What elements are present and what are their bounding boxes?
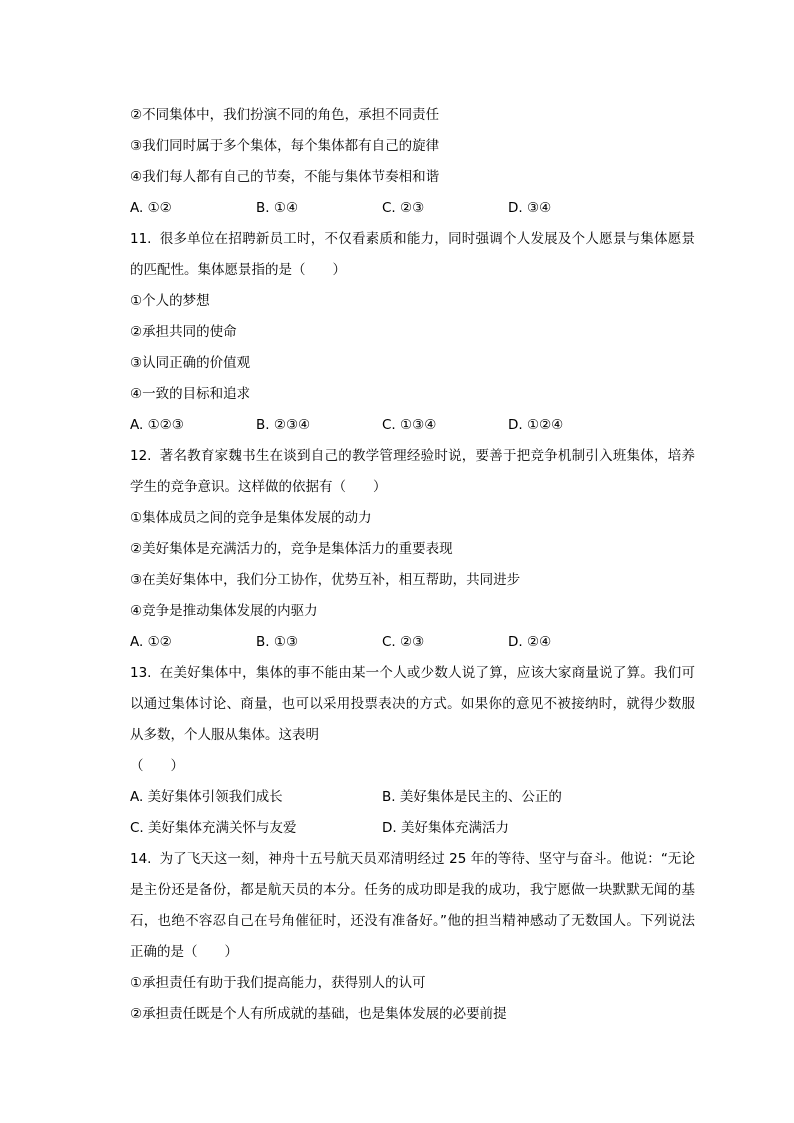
q13-option-b: B. 美好集体是民主的、公正的 xyxy=(382,789,562,805)
q10-item-4: ④我们每人都有自己的节奏，不能与集体节奏相和谐 xyxy=(130,169,440,185)
q11-option-d: D. ①②④ xyxy=(508,417,564,433)
q12-item-3: ③在美好集体中，我们分工协作，优势互补，相互帮助，共同进步 xyxy=(130,572,521,588)
q11-option-a: A. ①②③ xyxy=(130,417,184,433)
q12-item-1: ①集体成员之间的竞争是集体发展的动力 xyxy=(130,510,372,526)
q13-options-row-1 xyxy=(130,782,695,813)
q13-blank: （ ） xyxy=(130,758,184,774)
q11-stem xyxy=(130,224,695,286)
q10-option-d: D. ③④ xyxy=(508,200,552,216)
q10-option-a: A. ①② xyxy=(130,200,172,216)
q11-option-b: B. ②③④ xyxy=(256,417,311,433)
q14-stem-text: 为了飞天这一刻，神舟十五号航天员邓清明经过 25 年的等待、坚守与奋斗。他说：“无论是主份还是备份，都是航天员的本分。任务的成功即是我的成功，我宁愿做一块默默无闻的基石，也绝不容忍自己在号角催征时，还没有准备好。”他的担当精神感动了无数国人。下列说法正确的是（ ） xyxy=(130,851,695,960)
q13-option-c: C. 美好集体充满关怀与友爱 xyxy=(130,820,297,836)
q13-stem-text: 在美好集体中，集体的事不能由某一个人或少数人说了算，应该大家商量说了算。我们可以通过集体讨论、商量，也可以采用投票表决的方式。如果你的意见不被接纳时，就得少数服从多数，个人服从集体。这表明 xyxy=(130,665,695,743)
q12-number: 12. xyxy=(130,448,152,464)
q12-option-c: C. ②③ xyxy=(382,634,425,650)
q11-item-3: ③认同正确的价值观 xyxy=(130,355,251,371)
q12-options xyxy=(130,627,695,658)
q12-stem-text: 著名教育家魏书生在谈到自己的教学管理经验时说，要善于把竞争机制引入班集体，培养学生的竞争意识。这样做的依据有（ ） xyxy=(130,448,695,495)
q13-option-d: D. 美好集体充满活力 xyxy=(382,820,509,836)
q12-option-d: D. ②④ xyxy=(508,634,552,650)
q14-item-1: ①承担责任有助于我们提高能力，获得别人的认可 xyxy=(130,975,426,991)
q11-option-c: C. ①③④ xyxy=(382,417,437,433)
q10-item-3: ③我们同时属于多个集体，每个集体都有自己的旋律 xyxy=(130,138,440,154)
q12-stem xyxy=(130,441,695,503)
q10-option-c: C. ②③ xyxy=(382,200,425,216)
q11-item-4: ④一致的目标和追求 xyxy=(130,386,251,402)
q12-option-a: A. ①② xyxy=(130,634,172,650)
q13-option-a: A. 美好集体引领我们成长 xyxy=(130,789,283,805)
q11-number: 11. xyxy=(130,231,152,247)
q14-stem xyxy=(130,844,695,968)
q13-number: 13. xyxy=(130,665,152,681)
q11-stem-text: 很多单位在招聘新员工时，不仅看素质和能力，同时强调个人发展及个人愿景与集体愿景的匹配性。集体愿景指的是（ ） xyxy=(130,231,695,278)
q11-item-1: ①个人的梦想 xyxy=(130,293,210,309)
page-content xyxy=(130,100,695,1030)
q13-stem xyxy=(130,658,695,751)
q13-options-row-2 xyxy=(130,813,695,844)
q12-option-b: B. ①③ xyxy=(256,634,299,650)
q11-options xyxy=(130,410,695,441)
q10-item-2: ②不同集体中，我们扮演不同的角色，承担不同责任 xyxy=(130,107,440,123)
q14-item-2: ②承担责任既是个人有所成就的基础，也是集体发展的必要前提 xyxy=(130,1006,507,1022)
q12-item-4: ④竞争是推动集体发展的内驱力 xyxy=(130,603,318,619)
q14-number: 14. xyxy=(130,851,152,867)
q12-item-2: ②美好集体是充满活力的，竞争是集体活力的重要表现 xyxy=(130,541,453,557)
q10-options xyxy=(130,193,695,224)
q11-item-2: ②承担共同的使命 xyxy=(130,324,237,340)
q10-option-b: B. ①④ xyxy=(256,200,299,216)
